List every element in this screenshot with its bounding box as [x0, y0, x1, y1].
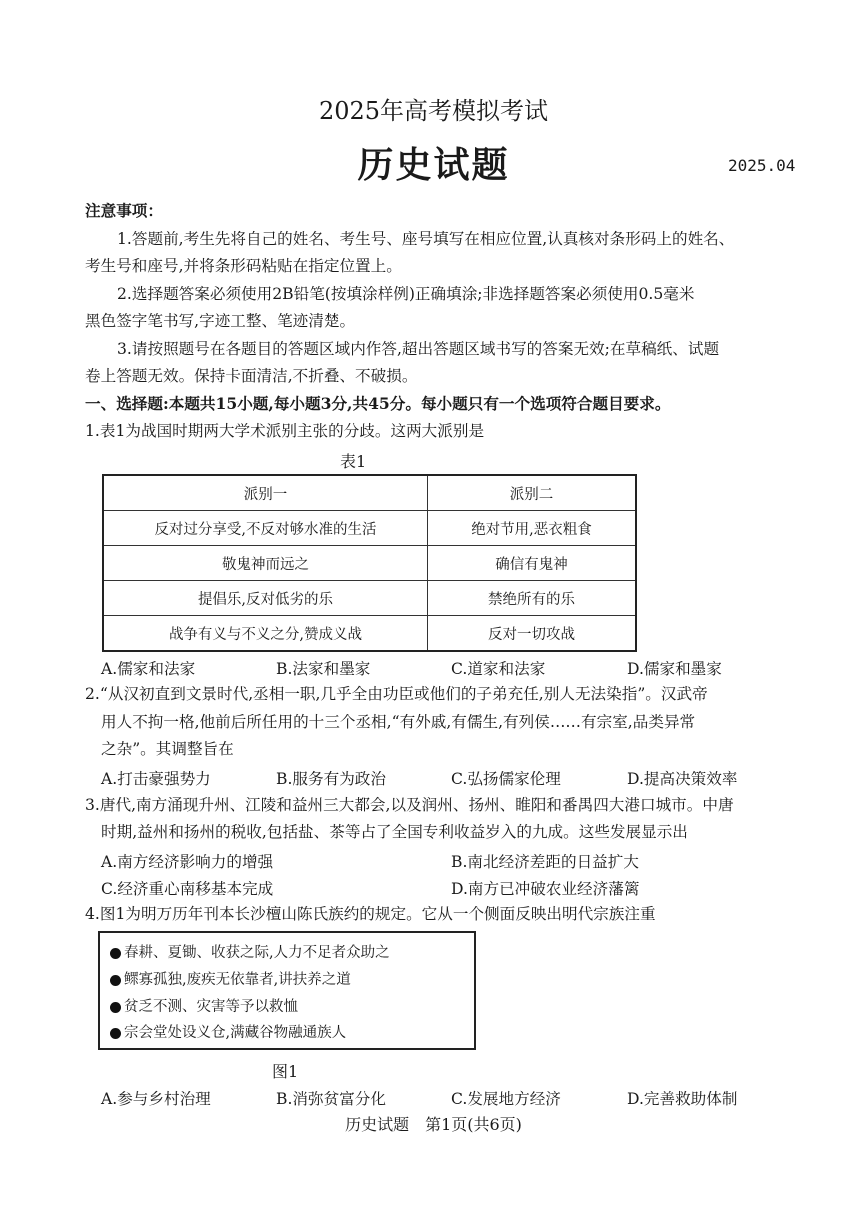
page-footer: 历史试题 第1页(共6页)	[345, 1115, 522, 1134]
q3-option-a: A.南方经济影响力的增强	[101, 853, 274, 871]
q4-option-a: A.参与乡村治理	[101, 1090, 211, 1108]
notes-line: 3.请按照题号在各题目的答题区域内作答,超出答题区域书写的答案无效;在草稿纸、试题	[117, 340, 720, 358]
table-row	[103, 581, 636, 616]
q1-option-b: B.法家和墨家	[276, 660, 371, 678]
notes-line: 考生号和座号,并将条形码粘贴在指定位置上。	[85, 257, 402, 275]
exam-title: 历史试题	[357, 144, 510, 186]
q1-option-d: D.儒家和墨家	[627, 660, 722, 678]
table-cell: 敬鬼神而远之	[103, 546, 428, 581]
q4-option-c: C.发展地方经济	[451, 1090, 561, 1108]
clan-rule-item	[110, 995, 298, 1016]
notes-line: 卷上答题无效。保持卡面清洁,不折叠、不破损。	[85, 367, 418, 385]
clan-rule-item	[110, 1021, 346, 1042]
q2-option-d: D.提高决策效率	[627, 770, 738, 788]
notes-line: 黑色签字笔书写,字迹工整、笔迹清楚。	[85, 312, 356, 330]
notes-line: 1.答题前,考生先将自己的姓名、考生号、座号填写在相应位置,认真核对条形码上的姓名、	[117, 230, 735, 248]
bullet-icon	[110, 948, 121, 959]
table-row	[103, 616, 636, 652]
table-cell: 提倡乐,反对低劣的乐	[103, 581, 428, 616]
clan-rule-item	[110, 941, 390, 962]
table-cell: 禁绝所有的乐	[428, 581, 637, 616]
table-row	[103, 546, 636, 581]
table-cell: 绝对节用,恶衣粗食	[428, 511, 637, 546]
clan-rule-text: 春耕、夏锄、收获之际,人力不足者众助之	[124, 945, 390, 961]
q3-option-c: C.经济重心南移基本完成	[101, 880, 274, 898]
clan-rules-box	[98, 931, 476, 1050]
q4-stem: 4.图1为明万历年刊本长沙檀山陈氏族约的规定。它从一个侧面反映出明代宗族注重	[85, 905, 656, 923]
figure-caption: 图1	[272, 1062, 299, 1081]
table-header-row	[103, 475, 636, 511]
clan-rule-text: 鳏寡孤独,废疾无依靠者,讲扶养之道	[124, 972, 351, 988]
table-cell: 反对一切攻战	[428, 616, 637, 652]
table-caption: 表1	[340, 452, 367, 471]
q3-line: 时期,益州和扬州的税收,包括盐、茶等占了全国专利收益岁入的九成。这些发展显示出	[101, 823, 688, 841]
q1-option-c: C.道家和法家	[451, 660, 546, 678]
bullet-icon	[110, 1002, 121, 1013]
q2-line: 之杂”。其调整旨在	[101, 740, 234, 758]
q2-line: 2.“从汉初直到文景时代,丞相一职,几乎全由功臣或他们的子弟充任,别人无法染指”。汉武帝	[85, 685, 708, 703]
q2-option-c: C.弘扬儒家伦理	[451, 770, 561, 788]
bullet-icon	[110, 975, 121, 986]
table-header-cell: 派别一	[103, 475, 428, 511]
q2-option-b: B.服务有为政治	[276, 770, 386, 788]
q2-option-a: A.打击豪强势力	[101, 770, 211, 788]
q2-line: 用人不拘一格,他前后所任用的十三个丞相,“有外戚,有儒生,有列侯……有宗室,品类异常	[101, 713, 696, 731]
section-heading: 一、选择题:本题共15小题,每小题3分,共45分。每小题只有一个选项符合题目要求。	[85, 394, 671, 413]
table-header-cell: 派别二	[428, 475, 637, 511]
table-cell: 确信有鬼神	[428, 546, 637, 581]
bullet-icon	[110, 1028, 121, 1039]
clan-rule-text: 宗会堂处设义仓,满藏谷物融通族人	[124, 1025, 347, 1041]
table-row	[103, 511, 636, 546]
q3-option-d: D.南方已冲破农业经济藩篱	[451, 880, 640, 898]
q4-option-b: B.消弥贫富分化	[276, 1090, 386, 1108]
exam-subtitle: 2025年高考模拟考试	[318, 97, 549, 125]
q4-option-d: D.完善救助体制	[627, 1090, 738, 1108]
q1-stem: 1.表1为战国时期两大学术派别主张的分歧。这两大派别是	[85, 422, 485, 440]
table-cell: 反对过分享受,不反对够水准的生活	[103, 511, 428, 546]
notes-heading: 注意事项：	[85, 201, 163, 220]
q3-line: 3.唐代,南方涌现升州、江陵和益州三大都会,以及润州、扬州、睢阳和番禺四大港口城市。中唐	[85, 796, 734, 814]
school-comparison-table	[102, 474, 637, 652]
q1-option-a: A.儒家和法家	[101, 660, 196, 678]
clan-rule-text: 贫乏不测、灾害等予以救恤	[124, 999, 298, 1015]
table-cell: 战争有义与不义之分,赞成义战	[103, 616, 428, 652]
notes-line: 2.选择题答案必须使用2B铅笔(按填涂样例)正确填涂;非选择题答案必须使用0.5毫米	[117, 285, 695, 303]
clan-rule-item	[110, 968, 351, 989]
exam-date: 2025.04	[728, 156, 796, 175]
q3-option-b: B.南北经济差距的日益扩大	[451, 853, 639, 871]
